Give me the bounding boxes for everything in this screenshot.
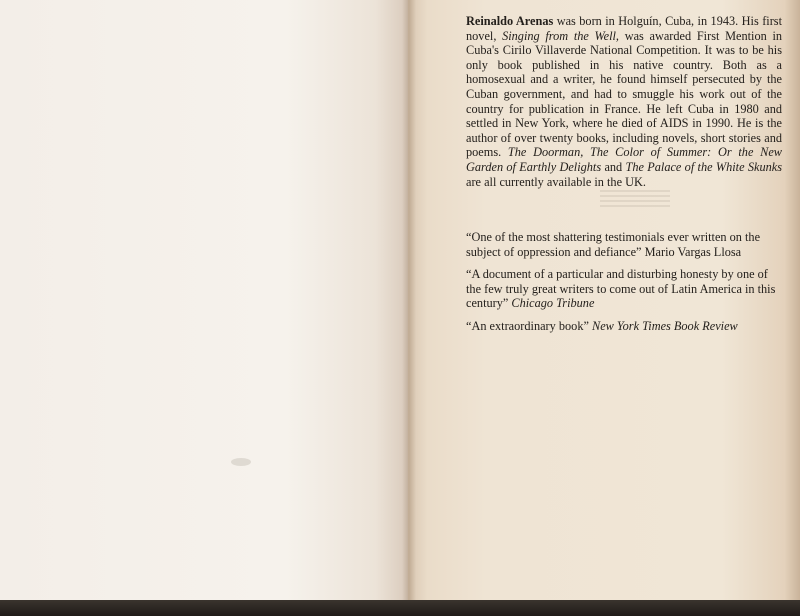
review-quotes: [466, 230, 782, 342]
book-title-1: Singing from the Well,: [502, 28, 620, 43]
quote-text: “A document of a particular and disturbing honesty by one of the few truly great writers to come out of Latin America in this century”: [466, 267, 776, 311]
book-title-3: The Palace of the White Skunks: [625, 159, 782, 174]
author-name: Reinaldo Arenas: [466, 14, 554, 28]
quote-source: Mario Vargas Llosa: [644, 244, 742, 259]
gutter-shadow: [402, 0, 416, 602]
page-smudge: [231, 458, 251, 466]
author-bio: [466, 14, 782, 189]
bio-text-4: are all currently available in the UK.: [466, 174, 646, 189]
quote-text: “An extraordinary book”: [466, 318, 592, 333]
quote-source: New York Times Book Review: [592, 318, 738, 333]
bio-text-1: was born in Holguín, Cuba, in 1943. His first novel,: [466, 14, 783, 43]
quote-source: Chicago Tribune: [511, 296, 595, 311]
bio-paragraph: [466, 14, 782, 189]
quote-text: “One of the most shattering testimonials ever written on the subject of oppression and defiance”: [466, 230, 761, 259]
quote-item: [466, 267, 782, 311]
bio-text-3: and: [601, 159, 626, 174]
faint-bleedthrough: [600, 190, 670, 210]
book-title-2: The Doorman, The Color of Summer: Or the New Garden of Earthly Delights: [466, 145, 782, 174]
left-page-blank: [0, 0, 408, 600]
bio-text-2: was awarded First Mention in Cuba's Cirilo Villaverde National Competition. It was to be his only book published in his native country. Both as a homosexual and a writer, he found himself persecuted by the Cuban government, and had to smuggle his work out of the country for publication in France. He left Cuba in 1980 and settled in New York, where he died of AIDS in 1990. He is the author of over twenty books, including novels, short stories and poems.: [466, 28, 783, 160]
scan-bottom-edge: [0, 600, 800, 616]
quote-item: [466, 319, 782, 334]
quote-item: [466, 230, 782, 259]
